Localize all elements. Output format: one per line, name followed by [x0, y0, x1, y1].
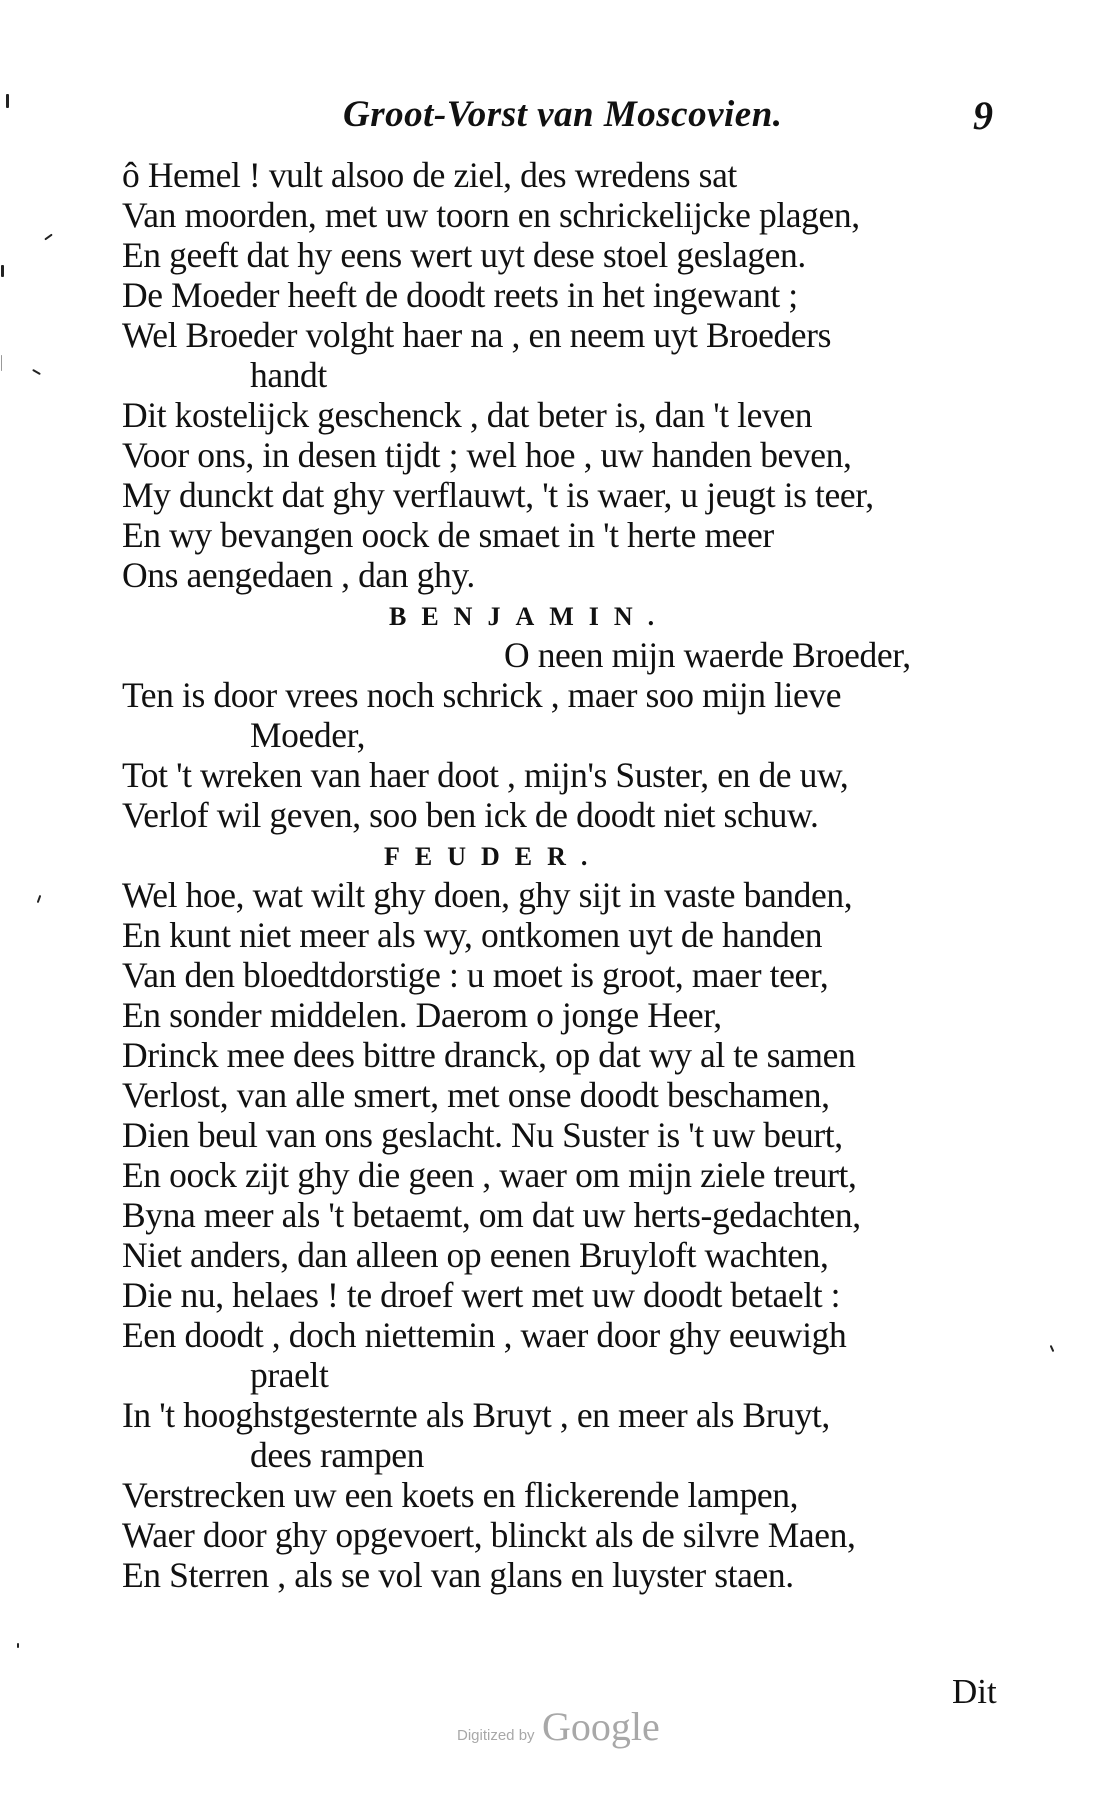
verse-line: En Sterren , als se vol van glans en luyster staen. [122, 1555, 794, 1595]
verse-line: Byna meer als 't betaemt, om dat uw herts-gedachten, [122, 1195, 861, 1235]
google-logo-text: Google [542, 1704, 660, 1749]
verse-continuation: praelt [250, 1355, 329, 1395]
watermark-prefix: Digitized by [457, 1727, 535, 1744]
verse-line: My dunckt dat ghy verflauwt, 't is waer, u jeugt is teer, [122, 475, 874, 515]
verse-line: Ten is door vrees noch schrick , maer soo mijn lieve [122, 675, 842, 715]
scan-mark [44, 234, 53, 241]
scan-mark [1, 355, 2, 371]
verse-continuation: Moeder, [250, 715, 366, 755]
verse-line: Die nu, helaes ! te droef wert met uw doodt betaelt : [122, 1275, 841, 1315]
verse-line: ô Hemel ! vult alsoo de ziel, des wredens sat [122, 155, 737, 195]
verse-line: Waer door ghy opgevoert, blinckt als de silvre Maen, [122, 1515, 856, 1555]
verse-line: En sonder middelen. Daerom o jonge Heer, [122, 995, 722, 1035]
verse-continuation: handt [250, 355, 327, 395]
verse-line: Verlof wil geven, soo ben ick de doodt niet schuw. [122, 795, 819, 835]
verse-line: Niet anders, dan alleen op eenen Bruyloft wachten, [122, 1235, 829, 1275]
verse-line: En wy bevangen oock de smaet in 't herte meer [122, 515, 774, 555]
verse-line: Van den bloedtdorstige : u moet is groot, maer teer, [122, 955, 829, 995]
verse-line: Verstrecken uw een koets en flickerende lampen, [122, 1475, 799, 1515]
scan-mark [1050, 1345, 1055, 1352]
speaker-name: FEUDER. [384, 842, 603, 871]
verse-line: En kunt niet meer als wy, ontkomen uyt de handen [122, 915, 823, 955]
catchword: Dit [952, 1672, 997, 1711]
verse-line: Tot 't wreken van haer doot , mijn's Suster, en de uw, [122, 755, 849, 795]
verse-line: Ons aengedaen , dan ghy. [122, 555, 475, 595]
scan-mark [6, 94, 9, 108]
scan-mark [17, 1643, 19, 1648]
scan-mark [37, 895, 42, 903]
verse-line: Voor ons, in desen tijdt ; wel hoe , uw handen beven, [122, 435, 852, 475]
verse-line: Verlost, van alle smert, met onse doodt beschamen, [122, 1075, 830, 1115]
verse-line: Dit kostelijck geschenck , dat beter is, dan 't leven [122, 395, 813, 435]
verse-line: In 't hooghstgesternte als Bruyt , en meer als Bruyt, [122, 1395, 830, 1435]
verse-line: En geeft dat hy eens wert uyt dese stoel geslagen. [122, 235, 806, 275]
verse-line: En oock zijt ghy die geen , waer om mijn ziele treurt, [122, 1155, 857, 1195]
digitized-by-google-watermark [457, 1703, 660, 1750]
verse-line: Van moorden, met uw toorn en schrickelijcke plagen, [122, 195, 860, 235]
verse-line: Een doodt , doch niettemin , waer door ghy eeuwigh [122, 1315, 847, 1355]
scan-mark [32, 369, 41, 375]
verse-line: Dien beul van ons geslacht. Nu Suster is 't uw beurt, [122, 1115, 843, 1155]
verse-line: Drinck mee dees bittre dranck, op dat wy al te samen [122, 1035, 856, 1075]
verse-line: Wel hoe, wat wilt ghy doen, ghy sijt in vaste banden, [122, 875, 853, 915]
verse-continuation: dees rampen [250, 1435, 425, 1475]
page-number: 9 [973, 93, 993, 138]
running-title: Groot-Vorst van Moscovien. [343, 94, 783, 135]
verse-line: Wel Broeder volght haer na , en neem uyt Broeders [122, 315, 831, 355]
verse-line: De Moeder heeft de doodt reets in het ingewant ; [122, 275, 798, 315]
speaker-name: BENJAMIN. [389, 602, 670, 631]
scan-mark [1, 265, 4, 277]
verse-line: O neen mijn waerde Broeder, [504, 635, 911, 675]
